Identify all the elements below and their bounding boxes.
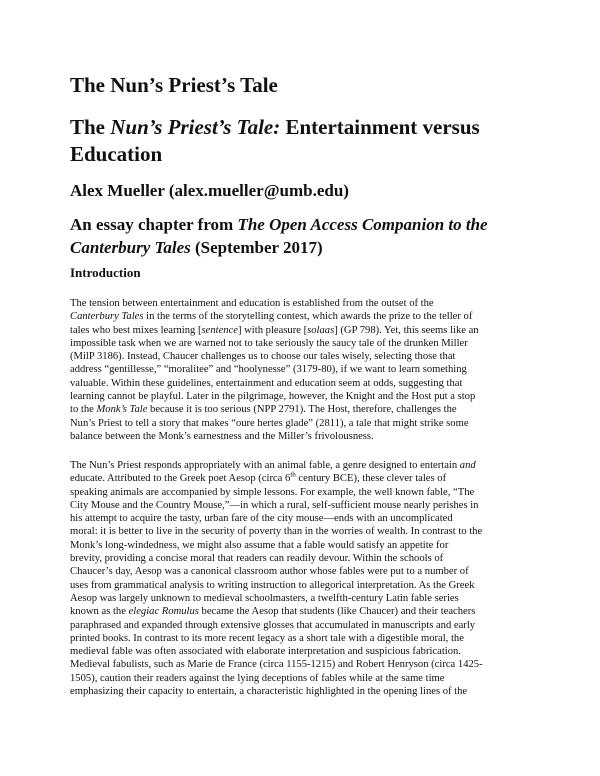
text-line (70, 459, 532, 472)
text-line (70, 672, 532, 685)
text-run: Medieval fabulists, such as Marie de France (circa 1155-1215) and Robert Henryson (circa 1425- (70, 659, 483, 671)
text-run: brevity, providing a concise moral that readers can readily devour. Within the schools of (70, 553, 444, 565)
text-run: emphasizing their capacity to entertain, a characteristic highlighted in the opening lines of the (70, 686, 468, 698)
text-line (70, 632, 532, 645)
text-run: balance between the Monk’s earnestness and the Miller’s frivolousness. (70, 430, 374, 442)
italic-run: Monk’s Tale (96, 404, 148, 416)
essay-title-italic: Nun’s Priest’s Tale: (110, 115, 281, 139)
text-line (70, 472, 532, 485)
text-run: Nun’s Priest to tell a story that makes “oure hertes glade” (2811), a tale that might strike some (70, 417, 469, 429)
text-line (70, 645, 532, 658)
body-paragraph-2 (70, 459, 532, 698)
text-run: moral: it is better to live in the security of poverty than in the worries of wealth. In contrast to the (70, 526, 483, 538)
text-run: valuable. Within these guidelines, entertainment and education seem at odds, suggesting that (70, 377, 463, 389)
text-line (70, 403, 532, 416)
page-title: The Nun’s Priest’s Tale (70, 73, 278, 97)
text-line (70, 324, 532, 337)
superscript-run: th (290, 470, 296, 479)
text-run: uses from grammatical analysis to writing instruction to allegorical interpretation. As the Greek (70, 579, 475, 591)
text-run: (MilP 3186). Instead, Chaucer challenges us to choose our tales wisely, selecting those that (70, 351, 456, 363)
text-run: century BCE), these clever tales of (295, 473, 447, 485)
italic-run: solaas (307, 324, 335, 336)
text-run: The Nun’s Priest responds appropriately with an animal fable, a genre designed to entertain (70, 460, 460, 471)
text-run: Aesop was largely unknown to medieval schoolmasters, a twelfth-century Latin fable series (70, 592, 459, 604)
text-run: learning cannot be playful. Later in the pilgrimage, however, the Knight and the Host put a stop (70, 391, 476, 403)
text-line (70, 579, 532, 592)
text-line (70, 337, 532, 350)
text-line (70, 363, 532, 376)
text-line (70, 377, 532, 390)
text-line (70, 605, 532, 618)
subtitle-italic: The Open Access Companion to the Canterbury Tales (70, 215, 488, 257)
text-run: Monk’s long-windedness, we might also assume that a fable would satisfy an appetite for (70, 539, 449, 551)
text-line (70, 525, 532, 538)
text-line (70, 350, 532, 363)
text-line (70, 297, 532, 310)
essay-title (70, 114, 540, 168)
body-paragraph-1 (70, 297, 532, 443)
text-line (70, 658, 532, 671)
text-run: ] (GP 798). Yet, this seems like an (334, 324, 479, 336)
text-run: address “gentillesse,” “moralitee” and “hoolynesse” (3179-80), if we want to learn something (70, 364, 467, 376)
text-line (70, 430, 532, 443)
text-line (70, 619, 532, 632)
text-run: City Mouse and the Country Mouse,”—in which a rural, self-sufficient mouse nearly perishes in (70, 499, 479, 511)
text-run: because it is too serious (NPP 2791). The Host, therefore, challenges the (147, 404, 457, 416)
text-line (70, 499, 532, 512)
subtitle-suffix: (September 2017) (190, 238, 323, 257)
text-run: his attempt to acquire the tasty, urban fare of the city mouse—ends with an uncomplicated (70, 513, 453, 525)
text-run: speaking animals are accompanied by simple lessons. For example, the well known fable, “The (70, 486, 475, 498)
text-run: impossible task when we are warned not to take seriously the saucy tale of the drunken Miller (70, 337, 468, 349)
text-run: The tension between entertainment and education is established from the outset of the (70, 298, 434, 309)
subtitle-prefix: An essay chapter from (70, 215, 238, 234)
text-run: medieval fable was often associated with elaborate interpretation and suspicious fabrication. (70, 646, 461, 658)
text-run: became the Aesop that students (like Chaucer) and their teachers (198, 606, 476, 618)
text-run: 1505), caution their readers against the lying deceptions of fables while at the same time (70, 672, 445, 684)
text-run: ] with pleasure [ (237, 324, 308, 336)
text-run: educate. Attributed to the Greek poet Aesop (circa 6 (70, 473, 291, 485)
text-line (70, 685, 532, 698)
author-line: Alex Mueller (alex.mueller@umb.edu) (70, 181, 349, 200)
text-line (70, 486, 532, 499)
text-line (70, 310, 532, 323)
essay-title-suffix: Entertainment versus Education (70, 115, 480, 166)
text-run: Chaucer’s day, Aesop was a canonical classroom author whose fables were put to a number of (70, 566, 469, 578)
section-heading: Introduction (70, 265, 141, 280)
text-run: in the terms of the storytelling contest, which awards the prize to the teller of (143, 311, 473, 323)
text-line (70, 390, 532, 403)
essay-title-prefix: The (70, 115, 111, 139)
italic-run: and (459, 460, 476, 471)
text-line (70, 539, 532, 552)
italic-run: sentence (201, 324, 238, 336)
text-line (70, 417, 532, 430)
text-line (70, 512, 532, 525)
text-line (70, 552, 532, 565)
text-run: to the (70, 404, 97, 416)
text-run: known as the (70, 606, 129, 618)
text-run: printed books. In contrast to its more recent legacy as a short tale with a digestible moral, the (70, 632, 464, 644)
italic-run: Canterbury Tales (70, 311, 144, 323)
essay-subtitle (70, 213, 540, 259)
text-run: paraphrased and expanded through extensive glosses that accumulated in manuscripts and early (70, 619, 476, 631)
text-run: tales who best mixes learning [ (70, 324, 202, 336)
text-line (70, 592, 532, 605)
italic-run: elegiac Romulus (128, 606, 199, 618)
text-line (70, 565, 532, 578)
